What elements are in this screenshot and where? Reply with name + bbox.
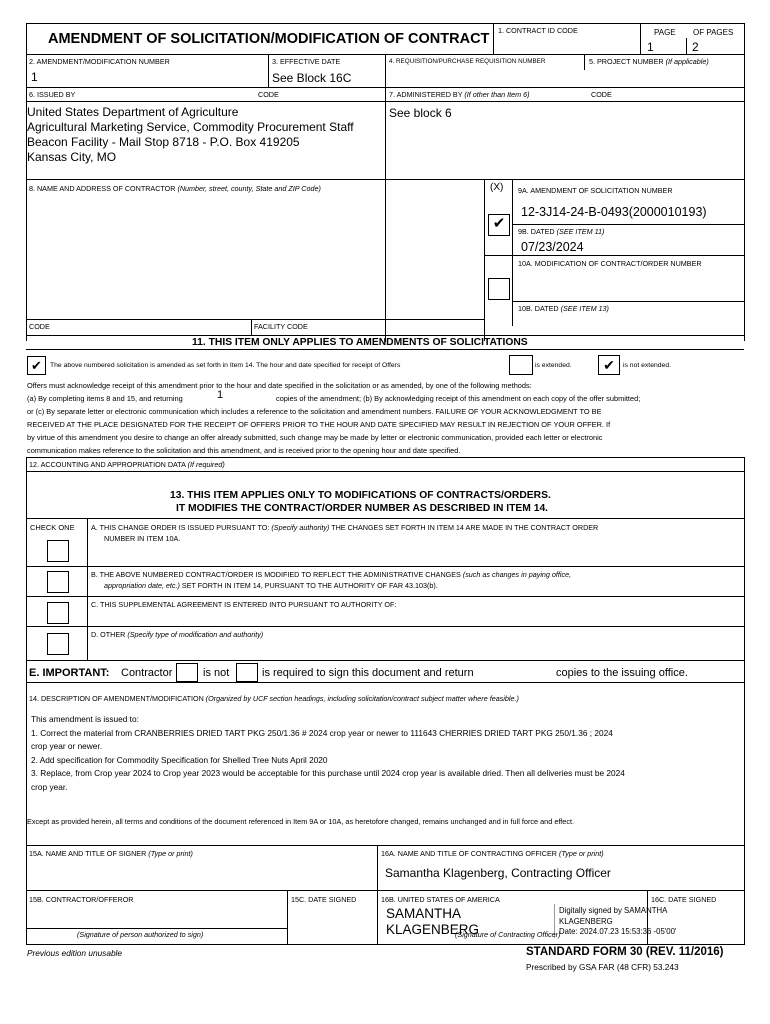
footer-previous-edition: Previous edition unusable bbox=[27, 948, 123, 958]
of-pages-value[interactable]: 2 bbox=[692, 40, 699, 54]
important-is-not: is not bbox=[203, 667, 230, 679]
block6-label: 6. ISSUED BY bbox=[29, 90, 76, 99]
block3-value[interactable]: See Block 16C bbox=[272, 71, 352, 85]
block10a-label: 10A. MODIFICATION OF CONTRACT/ORDER NUMBER bbox=[518, 259, 702, 268]
block9a-value[interactable]: 12-3J14-24-B-0493(2000010193) bbox=[521, 205, 707, 219]
block3-label: 3. EFFECTIVE DATE bbox=[272, 57, 341, 66]
x-mark: (X) bbox=[490, 182, 504, 193]
is-required-checkbox[interactable] bbox=[236, 663, 258, 682]
page-value[interactable]: 1 bbox=[647, 40, 654, 54]
block9a-checkbox[interactable]: ✔ bbox=[488, 214, 510, 236]
address-line: Beacon Facility - Mail Stop 8718 - P.O. Box 419205 bbox=[27, 135, 300, 149]
important-is-required: is required to sign this document and return bbox=[262, 667, 474, 679]
form-title: AMENDMENT OF SOLICITATION/MODIFICATION OF CONTRACT bbox=[48, 31, 490, 47]
block7-code-label: CODE bbox=[591, 90, 612, 99]
page-label: PAGE bbox=[654, 28, 676, 37]
block14-label: 14. DESCRIPTION OF AMENDMENT/MODIFICATION (Organized by UCF section headings, including solicitation/contract subject matter where feasible.) bbox=[29, 694, 519, 703]
section13-a-line2: NUMBER IN ITEM 10A. bbox=[104, 534, 181, 543]
block10a-checkbox[interactable] bbox=[488, 278, 510, 300]
address-line: United States Department of Agriculture bbox=[27, 105, 239, 119]
block9a-label: 9A. AMENDMENT OF SOLICITATION NUMBER bbox=[518, 186, 673, 195]
block8-code-label: CODE bbox=[29, 322, 50, 331]
signature-name-2: KLAGENBERG bbox=[386, 922, 480, 937]
block16b-label: 16B. UNITED STATES OF AMERICA bbox=[381, 895, 500, 904]
of-pages-label: OF PAGES bbox=[693, 28, 734, 37]
block7-value[interactable]: See block 6 bbox=[389, 106, 452, 120]
section11-line4: or (c) By separate letter or electronic communication which includes a reference to the solicitation and amendment numbers. FAILURE OF YOUR ACKNOWLEDGMENT TO BE bbox=[27, 407, 602, 416]
block12-label: 12. ACCOUNTING AND APPROPRIATION DATA (If required) bbox=[29, 460, 225, 469]
section11-line1: The above numbered solicitation is amended as set forth in Item 14. The hour and date specified for receipt of Offers bbox=[50, 362, 401, 369]
section13-a-line1: A. THIS CHANGE ORDER IS ISSUED PURSUANT TO: (Specify authority) THE CHANGES SET FORTH IN ITEM 14 ARE MADE IN THE CONTRACT ORDER bbox=[91, 523, 599, 532]
important-label: E. IMPORTANT: bbox=[29, 667, 110, 679]
section13-b-line2: appropriation date, etc.) SET FORTH IN ITEM 14, PURSUANT TO THE AUTHORITY OF FAR 43.103(b). bbox=[104, 581, 438, 590]
section11-line3b: copies of the amendment; (b) By acknowledging receipt of this amendment on each copy of the offer submitted; bbox=[276, 394, 641, 403]
address-line: Kansas City, MO bbox=[27, 150, 117, 164]
section11-line6: by virtue of this amendment you desire to change an offer already submitted, such change may be made by letter or electronic communication, provided each letter or electronic bbox=[27, 433, 603, 442]
section11-line7: communication makes reference to the solicitation and this amendment, and is received prior to the opening hour and date specified. bbox=[27, 446, 461, 455]
signature-name-1: SAMANTHA bbox=[386, 906, 462, 921]
block2-label: 2. AMENDMENT/MODIFICATION NUMBER bbox=[29, 57, 170, 66]
not-extended-checkbox[interactable]: ✔ bbox=[598, 355, 620, 375]
block16a-label: 16A. NAME AND TITLE OF CONTRACTING OFFICER (Type or print) bbox=[381, 849, 604, 858]
block15c-label: 15C. DATE SIGNED bbox=[291, 895, 357, 904]
block14-description[interactable] bbox=[31, 713, 625, 794]
check-one-label: CHECK ONE bbox=[30, 523, 75, 532]
section13-b-checkbox[interactable] bbox=[47, 571, 69, 593]
section13-title1: 13. THIS ITEM APPLIES ONLY TO MODIFICATIONS OF CONTRACTS/ORDERS. bbox=[170, 490, 551, 501]
digital-signature bbox=[559, 906, 676, 938]
block5-label: 5. PROJECT NUMBER (If applicable) bbox=[589, 57, 709, 66]
important-contractor: Contractor bbox=[121, 667, 173, 679]
block10b-label: 10B. DATED (SEE ITEM 13) bbox=[518, 304, 609, 313]
description-line: This amendment is issued to: bbox=[31, 714, 139, 724]
is-not-checkbox[interactable] bbox=[176, 663, 198, 682]
digital-signature-line: Date: 2024.07.23 15:53:36 -05'00' bbox=[559, 927, 677, 936]
section11-line2: Offers must acknowledge receipt of this amendment prior to the hour and date specified in the solicitation or as amended, by one of the following methods: bbox=[27, 381, 532, 390]
prescribed-text: Prescribed by GSA FAR (48 CFR) 53.243 bbox=[526, 962, 679, 972]
block9b-value[interactable]: 07/23/2024 bbox=[521, 240, 584, 254]
description-line: 2. Add specification for Commodity Specification for Shelled Tree Nuts April 2020 bbox=[31, 754, 328, 765]
section13-b-line1: B. THE ABOVE NUMBERED CONTRACT/ORDER IS MODIFIED TO REFLECT THE ADMINISTRATIVE CHANGES (such as changes in paying office, bbox=[91, 570, 572, 579]
extended-checkbox[interactable] bbox=[509, 355, 533, 375]
issued-by-address[interactable] bbox=[27, 105, 354, 165]
section13-c: C. THIS SUPPLEMENTAL AGREEMENT IS ENTERED INTO PURSUANT TO AUTHORITY OF: bbox=[91, 600, 397, 609]
section13-d: D. OTHER (Specify type of modification and authority) bbox=[91, 630, 264, 639]
block16b-sig-note: (Signature of Contracting Officer) bbox=[455, 930, 561, 939]
block2-value[interactable]: 1 bbox=[31, 70, 38, 84]
block16a-value[interactable]: Samantha Klagenberg, Contracting Officer bbox=[385, 866, 611, 880]
digital-signature-line: KLAGENBERG bbox=[559, 916, 613, 926]
section13-title2: IT MODIFIES THE CONTRACT/ORDER NUMBER AS DESCRIBED IN ITEM 14. bbox=[176, 503, 549, 514]
section11-line3a: (a) By completing items 8 and 15, and returning bbox=[27, 394, 183, 403]
block16c-label: 16C. DATE SIGNED bbox=[651, 895, 717, 904]
block1-label: 1. CONTRACT ID CODE bbox=[498, 26, 578, 35]
section11-checkbox[interactable]: ✔ bbox=[27, 356, 46, 375]
extended-text: is extended. bbox=[535, 362, 572, 369]
description-line: 3. Replace, from Crop year 2024 to Crop year 2023 would be acceptable for this purchase until 2024 crop year is available dried. Then all deliveries must be 2024 bbox=[31, 768, 625, 778]
digital-signature-line: Digitally signed by SAMANTHA bbox=[559, 906, 668, 915]
block15b-sig-note: (Signature of person authorized to sign) bbox=[77, 930, 204, 939]
block15b-label: 15B. CONTRACTOR/OFFEROR bbox=[29, 895, 134, 904]
block7-label: 7. ADMINISTERED BY (If other than Item 6) bbox=[389, 90, 530, 99]
section11-title: 11. THIS ITEM ONLY APPLIES TO AMENDMENTS OF SOLICITATIONS bbox=[192, 337, 528, 348]
description-line: crop year. bbox=[31, 781, 68, 792]
section13-a-checkbox[interactable] bbox=[47, 540, 69, 562]
form-id: STANDARD FORM 30 (REV. 11/2016) bbox=[526, 946, 724, 958]
block8-label: 8. NAME AND ADDRESS OF CONTRACTOR (Number, street, county, State and ZIP Code) bbox=[29, 184, 321, 193]
block6-code-label: CODE bbox=[258, 90, 279, 99]
section11-line5: RECEIVED AT THE PLACE DESIGNATED FOR THE RECEIPT OF OFFERS PRIOR TO THE HOUR AND DATE SPECIFIED MAY RESULT IN REJECTION OF YOUR OFFER. If bbox=[27, 420, 611, 429]
section13-d-checkbox[interactable] bbox=[47, 633, 69, 655]
section13-c-checkbox[interactable] bbox=[47, 602, 69, 624]
facility-code-label: FACILITY CODE bbox=[254, 322, 308, 331]
except-text: Except as provided herein, all terms and conditions of the document referenced in Item 9A or 10A, as heretofore changed, remains unchanged and in full force and effect. bbox=[27, 817, 575, 826]
copies-value[interactable]: 1 bbox=[217, 389, 224, 401]
block9b-label: 9B. DATED (SEE ITEM 11) bbox=[518, 227, 605, 236]
description-line: 1. Correct the material from CRANBERRIES DRIED TART PKG 250/1.36 # 2024 crop year or newer to 111643 CHERRIES DRIED TART PKG 250/1.36 ; 2024 bbox=[31, 727, 613, 738]
not-extended-text: is not extended. bbox=[623, 362, 671, 369]
block15a-label: 15A. NAME AND TITLE OF SIGNER (Type or print) bbox=[29, 849, 193, 858]
address-line: Agricultural Marketing Service, Commodity Procurement Staff bbox=[27, 120, 354, 134]
block4-label: 4. REQUISITION/PURCHASE REQUISITION NUMBER bbox=[389, 58, 546, 65]
description-line: crop year or newer. bbox=[31, 741, 103, 751]
important-copies: copies to the issuing office. bbox=[556, 667, 688, 679]
